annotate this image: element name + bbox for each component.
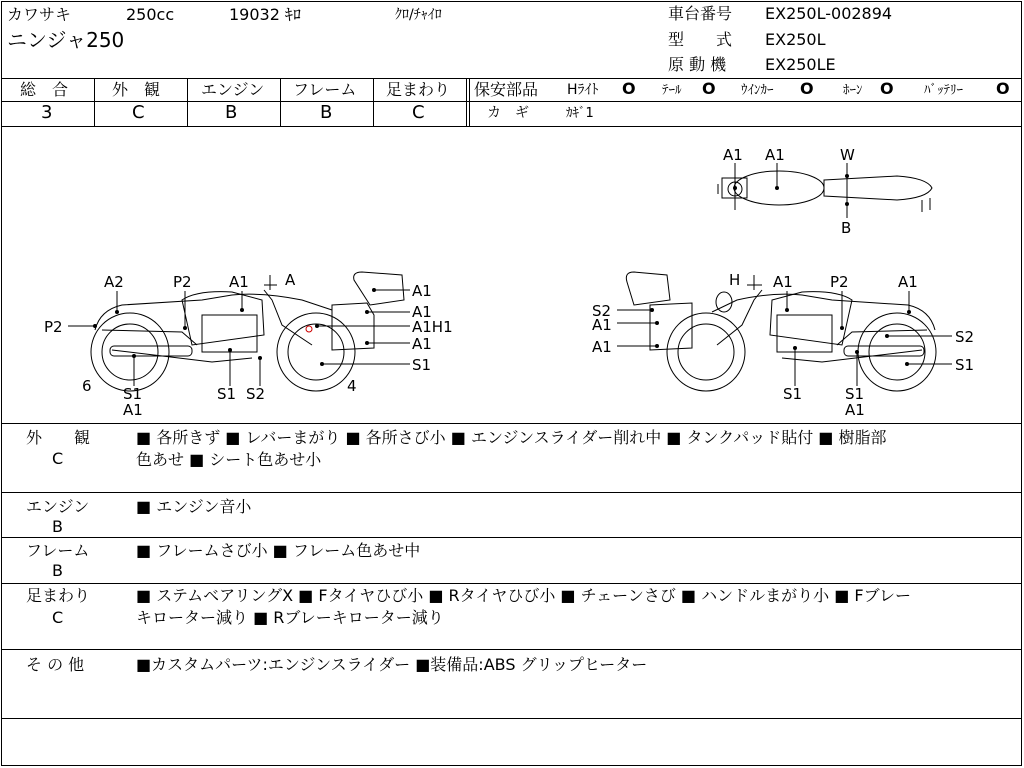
model-name: ニンジャ250 [7, 28, 125, 52]
motorcycle-diagram-svg [2, 127, 1022, 423]
left-label: 6 [82, 377, 92, 395]
damage-diagram [2, 127, 1022, 423]
frame-comment-label: フレーム [26, 541, 90, 560]
right-label: A1 [592, 316, 612, 334]
engine-comment-grade: B [52, 517, 63, 536]
suspension-comment-grade: C [52, 608, 64, 627]
left-label: P2 [44, 318, 63, 336]
left-label: A1 [229, 273, 249, 291]
headlight-label: Hﾗｲﾄ [567, 82, 599, 98]
top-label: B [841, 219, 852, 237]
displacement: 250cc [126, 5, 175, 24]
left-label: P2 [173, 273, 192, 291]
exterior-comment-line2: 色あせ ■ シート色あせ小 [136, 450, 322, 469]
suspension-grade-value: C [412, 102, 425, 123]
right-label: S2 [955, 328, 975, 346]
engine-grade-label: エンジン [201, 80, 265, 99]
winker-label: ｳｲﾝｶｰ [741, 83, 774, 98]
frame-grade-value: B [320, 102, 333, 123]
right-label: A1 [898, 273, 918, 291]
right-label: H [729, 271, 741, 289]
suspension-comment-line2: キローター減り ■ Rブレーキローター減り [136, 608, 444, 627]
top-label: W [840, 146, 855, 164]
frame-comment-grade: B [52, 561, 63, 580]
winker-mark: O [800, 79, 814, 98]
left-label: S1 [412, 356, 432, 374]
frame-comment-line1: ■ フレームさび小 ■ フレーム色あせ中 [136, 541, 421, 560]
exterior-comment-grade: C [52, 449, 64, 468]
suspension-comment-line1: ■ ステムベアリングX ■ Fタイヤひび小 ■ Rタイヤひび小 ■ チェーンさび ■ ハンドルまがり小 ■ Fブレー [136, 586, 911, 605]
engine-model-value: EX250LE [765, 55, 836, 74]
key-label: カ ギ [487, 105, 529, 121]
other-comment-line1: ■カスタムパーツ:エンジンスライダー ■装備品:ABS グリップヒーター [136, 655, 648, 674]
left-label: S1 [123, 385, 143, 403]
horn-label: ﾎｰﾝ [843, 83, 863, 98]
safety-parts-label: 保安部品 [474, 80, 539, 99]
left-label: A1 [412, 303, 432, 321]
maker: カワサキ [7, 5, 72, 24]
top-view-motorcycle [718, 170, 932, 212]
frame-grade-label: フレーム [293, 80, 357, 99]
frame-number-label: 車台番号 [668, 4, 733, 23]
top-label: A1 [765, 146, 785, 164]
suspension-grade-label: 足まわり [386, 80, 451, 99]
frame-number: EX250L-002894 [765, 4, 893, 23]
right-label: S2 [592, 302, 612, 320]
right-label: S1 [783, 385, 803, 403]
taillight-mark: O [702, 79, 716, 98]
top-label: A1 [723, 146, 743, 164]
exterior-comment-line1: ■ 各所きず ■ レバーまがり ■ 各所さび小 ■ エンジンスライダー削れ中 ■ タンクパッド貼付 ■ 樹脂部 [136, 428, 887, 447]
suspension-comment-label: 足まわり [26, 586, 91, 605]
engine-comment-label: エンジン [26, 497, 90, 516]
battery-mark: O [996, 79, 1010, 98]
left-label: A1 [123, 401, 143, 419]
other-comment-label: そ の 他 [26, 655, 85, 674]
left-label: A1 [412, 335, 432, 353]
engine-comment-line1: ■ エンジン音小 [136, 497, 252, 516]
left-label: A [285, 271, 296, 289]
left-label: 4 [347, 377, 357, 395]
left-label: A2 [104, 273, 124, 291]
exterior-grade-value: C [132, 102, 145, 123]
right-label: P2 [830, 273, 849, 291]
battery-label: ﾊﾞｯﾃﾘｰ [924, 83, 963, 98]
overall-value: 3 [41, 102, 53, 123]
left-label: A1H1 [412, 318, 453, 336]
exterior-comment-label: 外 観 [26, 428, 91, 447]
right-label: A1 [592, 338, 612, 356]
leader-lines [68, 163, 952, 386]
type-value: EX250L [765, 30, 826, 49]
right-label: A1 [845, 401, 865, 419]
mileage: 19032 ｷﾛ [229, 5, 301, 24]
right-label: S1 [845, 385, 865, 403]
exterior-grade-label: 外 観 [112, 80, 161, 99]
engine-model-label: 原 動 機 [668, 55, 727, 74]
overall-label: 総 合 [20, 80, 69, 99]
left-label: S2 [246, 385, 266, 403]
left-label: A1 [412, 282, 432, 300]
type-label: 型 式 [668, 30, 733, 49]
left-label: S1 [217, 385, 237, 403]
horn-mark: O [880, 79, 894, 98]
color: ｸﾛ/ﾁｬｲﾛ [395, 7, 442, 23]
engine-grade-value: B [225, 102, 238, 123]
taillight-label: ﾃｰﾙ [662, 83, 682, 98]
right-label: S1 [955, 356, 975, 374]
headlight-mark: O [622, 79, 636, 98]
right-label: A1 [773, 273, 793, 291]
key-value: ｶｷﾞ1 [566, 106, 594, 121]
